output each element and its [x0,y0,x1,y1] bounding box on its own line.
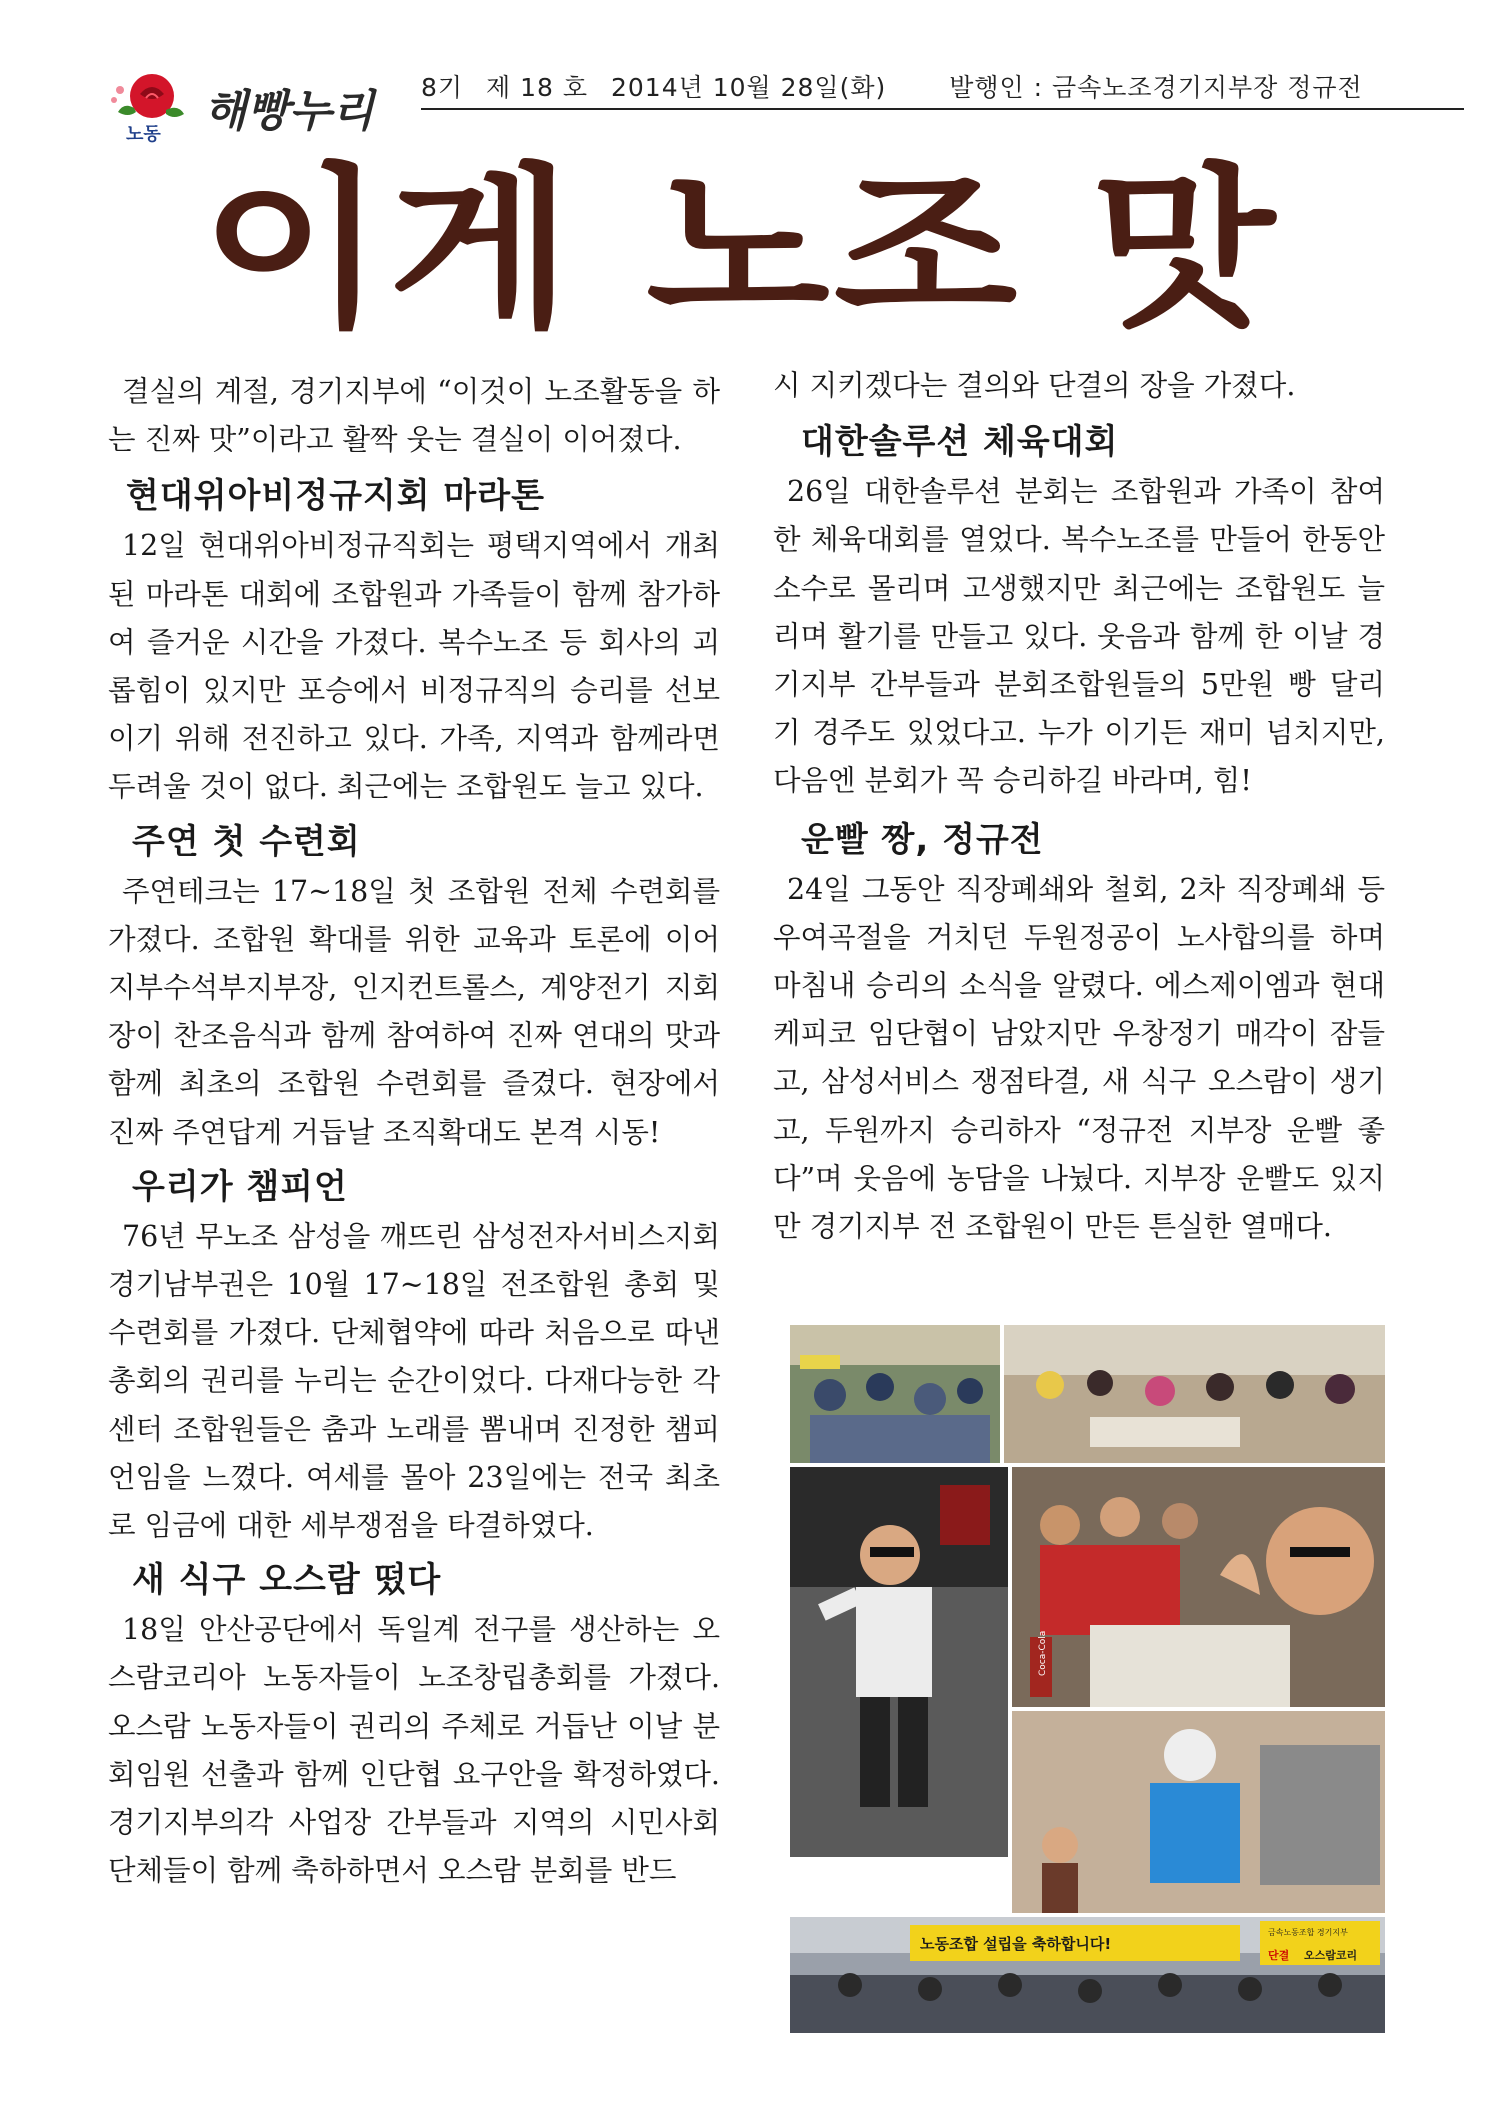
photo-party-table [1012,1467,1385,1707]
article-body: 12일 현대위아비정규직회는 평택지역에서 개최된 마라톤 대회에 조합원과 가족들이 함께 참가하여 즐거운 시간을 가졌다. 복수노조 등 회사의 괴롭힘이 있지만 포승에서 비정규직의 승리를 선보이기 위해 전진하고 있다. 가족, 지역과 함께라면 두려울 것이 없다. 최근에는 조합원도 늘고 있다. [108,529,720,804]
banner-side-text: 오스람코리 [1304,1949,1358,1962]
page-headline: 이게 노조 맛 [201,147,1279,352]
article-title: 운빨 짱, 정규전 [801,819,1044,860]
collage-svg [790,1325,1385,2033]
rose-icon [111,74,184,118]
issue-publisher: 발행인 : 금속노조경기지부장 정규전 [949,73,1363,102]
right-column [773,362,1385,1251]
article-title: 새 식구 오스람 떴다 [132,1560,442,1601]
photo-sports-day [1012,1711,1385,1913]
photo-founding-meeting [790,1917,1385,2033]
issue-info [421,68,1377,104]
article-body: 24일 그동안 직장폐쇄와 철회, 2차 직장폐쇄 등 우여곡절을 거치던 두원정공이 노사합의를 하며 마침내 승리의 소식을 알렸다. 에스제이엠과 현대케피코 임단협이 남았지만 우창정기 매각이 잠들고, 삼성서비스 쟁점타결, 새 식구 오스람이 생기고, 두원까지 승리하자 “정규전 지부장 운빨 좋다”며 웃음에 농담을 나눴다. 지부장 운빨도 있지만 경기지부 전 조합원이 만든 튼실한 열매다. [773,872,1385,1244]
continuation-text: 시 지키겠다는 결의와 단결의 장을 가졌다. [773,369,1296,402]
article-title: 우리가 챔피언 [132,1166,348,1207]
article-body: 76년 무노조 삼성을 깨뜨린 삼성전자서비스지회 경기남부권은 10월 17~18일 전조합원 총회 및 수련회를 가졌다. 단체협약에 따라 처음으로 따낸 총회의 권리를 누리는 순간이었다. 다재다능한 각 센터 조합원들은 춤과 노래를 뽐내며 진정한 챔피언임을 느꼈다. 여세를 몰아 23일에는 전국 최초로 임금에 대한 세부쟁점을 타결하였다. [108,1219,720,1543]
logo-small-text: 노동 [126,124,161,145]
article-body: 26일 대한솔루션 분회는 조합원과 가족이 참여한 체육대회를 열었다. 복수노조를 만들어 한동안 소수로 몰리며 고생했지만 최근에는 조합원도 늘리며 활기를 만들고 있다. 웃음과 함께 한 이날 경기지부 간부들과 분회조합원들의 5만원 빵 달리기 경주도 있었다고. 누가 이기든 재미 넘치지만, 다음엔 분회가 꼭 승리하길 바라며, 힘! [773,475,1385,798]
photo-marathon [790,1325,1000,1463]
article-title: 현대위아비정규지회 마라톤 [126,476,545,517]
article-body: 18일 안산공단에서 독일계 전구를 생산하는 오스람코리아 노동자들이 노조창립총회를 가졌다. 오스람 노동자들이 권리의 주체로 거듭난 이날 분회임원 선출과 함께 인단협 요구안을 확정하였다. 경기지부의각 사업장 간부들과 지역의 시민사회단체들이 함께 축하하면서 오스람 분회를 반드 [108,1613,720,1888]
article-title: 대한솔루션 체육대회 [801,422,1119,463]
newsletter-logo [104,68,404,148]
bottle-label: Coca-Cola [1038,1630,1048,1676]
issue-number: 제 18 호 [486,73,589,102]
photo-gathering-room [1004,1325,1385,1463]
article-body: 주연테크는 17~18일 첫 조합원 전체 수련회를 가졌다. 조합원 확대를 위한 교육과 토론에 이어 지부수석부지부장, 인지컨트롤스, 계양전기 지회장이 찬조음식과 함께 참여하여 진짜 연대의 맛과 함께 최초의 조합원 수련회를 즐겼다. 현장에서 진짜 주연답게 거듭날 조직확대도 본격 시동! [108,874,720,1149]
banner-main-text: 노동조합 설립을 축하합니다! [920,1935,1112,1953]
banner-side-top-text: 금속노동조합 경기지부 [1268,1928,1348,1937]
left-column [108,368,720,1895]
logo-script-text: 해빵누리 [204,86,375,137]
banner-side-tag: 단결 [1268,1949,1290,1962]
intro-paragraph: 결실의 계절, 경기지부에 “이것이 노조활동을 하는 진짜 맛”이라고 활짝 웃는 결실이 이어졌다. [108,375,720,457]
issue-volume: 8기 [421,73,464,102]
article-title: 주연 첫 수련회 [132,821,361,862]
photo-collage [790,1325,1385,2033]
issue-date: 2014년 10월 28일(화) [610,73,887,102]
masthead [104,60,1384,150]
photo-dancer [790,1467,1008,1857]
masthead-rule [421,108,1464,110]
